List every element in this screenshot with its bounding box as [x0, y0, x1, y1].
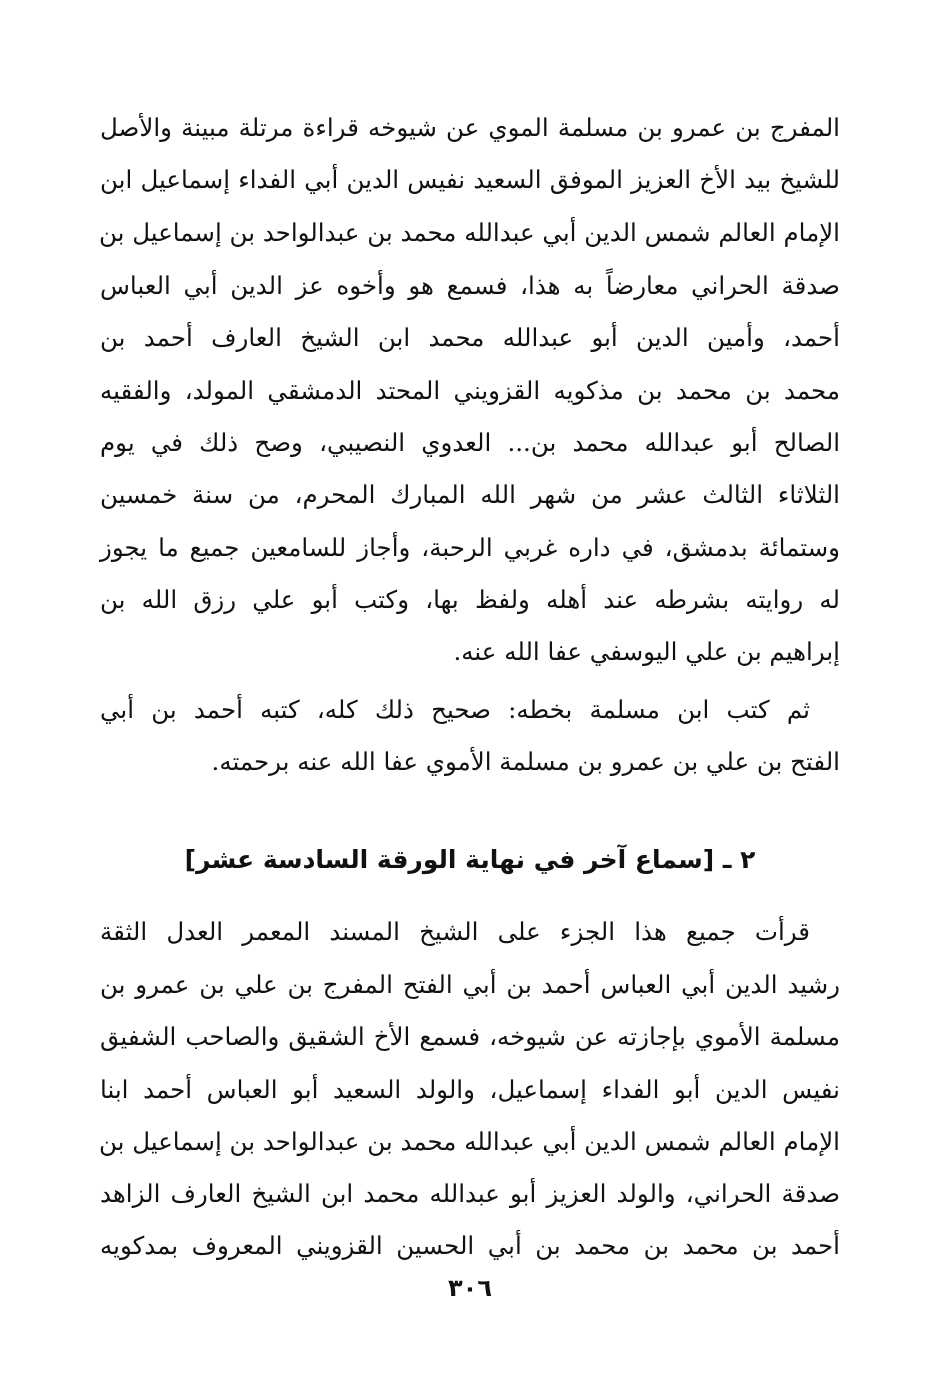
text-line: قرأت جميع هذا الجزء على الشيخ المسند المعمر العدل الثقة: [100, 917, 810, 946]
text-line: الفتح بن علي بن عمرو بن مسلمة الأموي عفا الله عنه برحمته.: [211, 747, 840, 776]
text-line: الإمام العالم شمس الدين أبي عبدالله محمد بن عبدالواحد بن إسماعيل بن: [98, 1127, 840, 1156]
text-line: إبراهيم بن علي اليوسفي عفا الله عنه.: [453, 637, 840, 666]
text-line: له روايته بشرطه عند أهله ولفظ بها، وكتب أبو علي رزق الله بن: [100, 585, 840, 614]
text-line: أحمد بن محمد بن محمد بن أبي الحسين القزويني المعروف بمدكويه: [100, 1231, 840, 1260]
text-line: نفيس الدين أبو الفداء إسماعيل، والولد السعيد أبو العباس أحمد ابنا: [100, 1075, 840, 1104]
text-line: الثلاثاء الثالث عشر من شهر الله المبارك المحرم، من سنة خمسين: [100, 480, 840, 509]
text-line: الإمام العالم شمس الدين أبي عبدالله محمد بن عبدالواحد بن إسماعيل بن: [98, 218, 840, 247]
text-line: محمد بن محمد بن مذكويه القزويني المحتد الدمشقي المولد، والفقيه: [100, 376, 840, 405]
text-line: مسلمة الأموي بإجازته عن شيوخه، فسمع الأخ الشقيق والصاحب الشفيق: [100, 1022, 840, 1051]
text-line: ثم كتب ابن مسلمة بخطه: صحيح ذلك كله، كتبه أحمد بن أبي: [100, 695, 810, 724]
text-line: وستمائة بدمشق، في داره غربي الرحبة، وأجاز للسامعين جميع ما يجوز: [100, 533, 840, 562]
text-line: للشيخ بيد الأخ العزيز الموفق السعيد نفيس الدين أبي الفداء إسماعيل ابن: [100, 165, 840, 194]
section-heading: ٢ ـ [سماع آخر في نهاية الورقة السادسة عشر]: [184, 845, 756, 874]
text-line: صدقة الحراني معارضاً به هذا، فسمع هو وأخوه عز الدين أبي العباس: [100, 271, 840, 300]
text-line: رشيد الدين أبي العباس أحمد بن أبي الفتح المفرج بن علي بن عمرو بن: [100, 970, 840, 999]
text-line: المفرج بن عمرو بن مسلمة الموي عن شيوخه قراءة مرتلة مبينة والأصل: [100, 113, 840, 142]
page-number: ٣٠٦: [448, 1274, 492, 1302]
text-line: أحمد، وأمين الدين أبو عبدالله محمد ابن الشيخ العارف أحمد بن: [100, 323, 840, 352]
text-line: صدقة الحراني، والولد العزيز أبو عبدالله محمد ابن الشيخ العارف الزاهد: [100, 1179, 840, 1208]
text-line: الصالح أبو عبدالله محمد بن... العدوي النصيبي، وصح ذلك في يوم: [100, 428, 840, 457]
